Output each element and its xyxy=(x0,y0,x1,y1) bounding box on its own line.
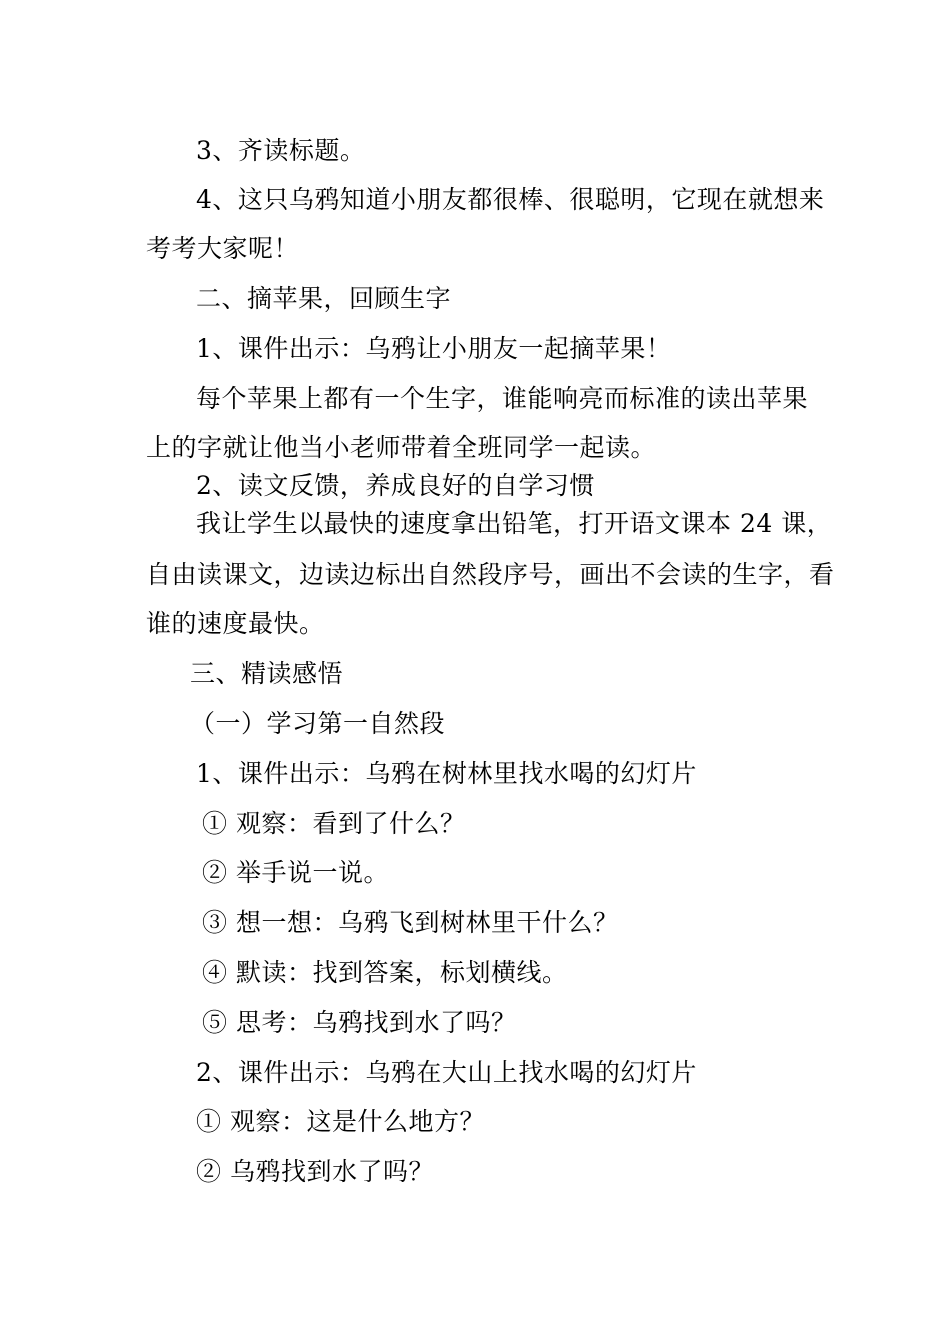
list-item: ① 观察：看到了什么？ xyxy=(202,809,466,838)
paragraph-line: 3、齐读标题。 xyxy=(196,136,366,165)
subsection-heading: （一）学习第一自然段 xyxy=(190,709,446,738)
list-item: ⑤ 思考：乌鸦找到水了吗？ xyxy=(202,1008,517,1037)
paragraph-line: 考考大家呢！ xyxy=(146,234,300,263)
paragraph-line: 4、这只乌鸦知道小朋友都很棒、很聪明，它现在就想来 xyxy=(196,185,825,214)
paragraph-line: 自由读课文，边读边标出自然段序号，画出不会读的生字，看 xyxy=(146,560,835,589)
paragraph-line: 每个苹果上都有一个生字，谁能响亮而标准的读出苹果 xyxy=(196,384,809,413)
paragraph-line: 谁的速度最快。 xyxy=(146,609,325,638)
section-heading: 二、摘苹果，回顾生字 xyxy=(196,284,452,313)
paragraph-line: 1、课件出示：乌鸦让小朋友一起摘苹果！ xyxy=(196,334,672,363)
list-item: ② 举手说一说。 xyxy=(202,858,389,887)
list-item: ④ 默读：找到答案，标划横线。 xyxy=(202,958,568,987)
paragraph-line: 2、课件出示：乌鸦在大山上找水喝的幻灯片 xyxy=(196,1058,697,1087)
paragraph-line: 我让学生以最快的速度拿出铅笔，打开语文课本 24 课， xyxy=(196,509,833,538)
list-item: ③ 想一想：乌鸦飞到树林里干什么？ xyxy=(202,908,619,937)
list-item: ① 观察：这是什么地方？ xyxy=(196,1107,485,1136)
paragraph-line: 上的字就让他当小老师带着全班同学一起读。 xyxy=(146,433,657,462)
paragraph-line: 2、读文反馈，养成良好的自学习惯 xyxy=(196,471,595,500)
list-item: ② 乌鸦找到水了吗？ xyxy=(196,1157,434,1186)
paragraph-line: 1、课件出示：乌鸦在树林里找水喝的幻灯片 xyxy=(196,759,697,788)
section-heading: 三、精读感悟 xyxy=(190,659,344,688)
